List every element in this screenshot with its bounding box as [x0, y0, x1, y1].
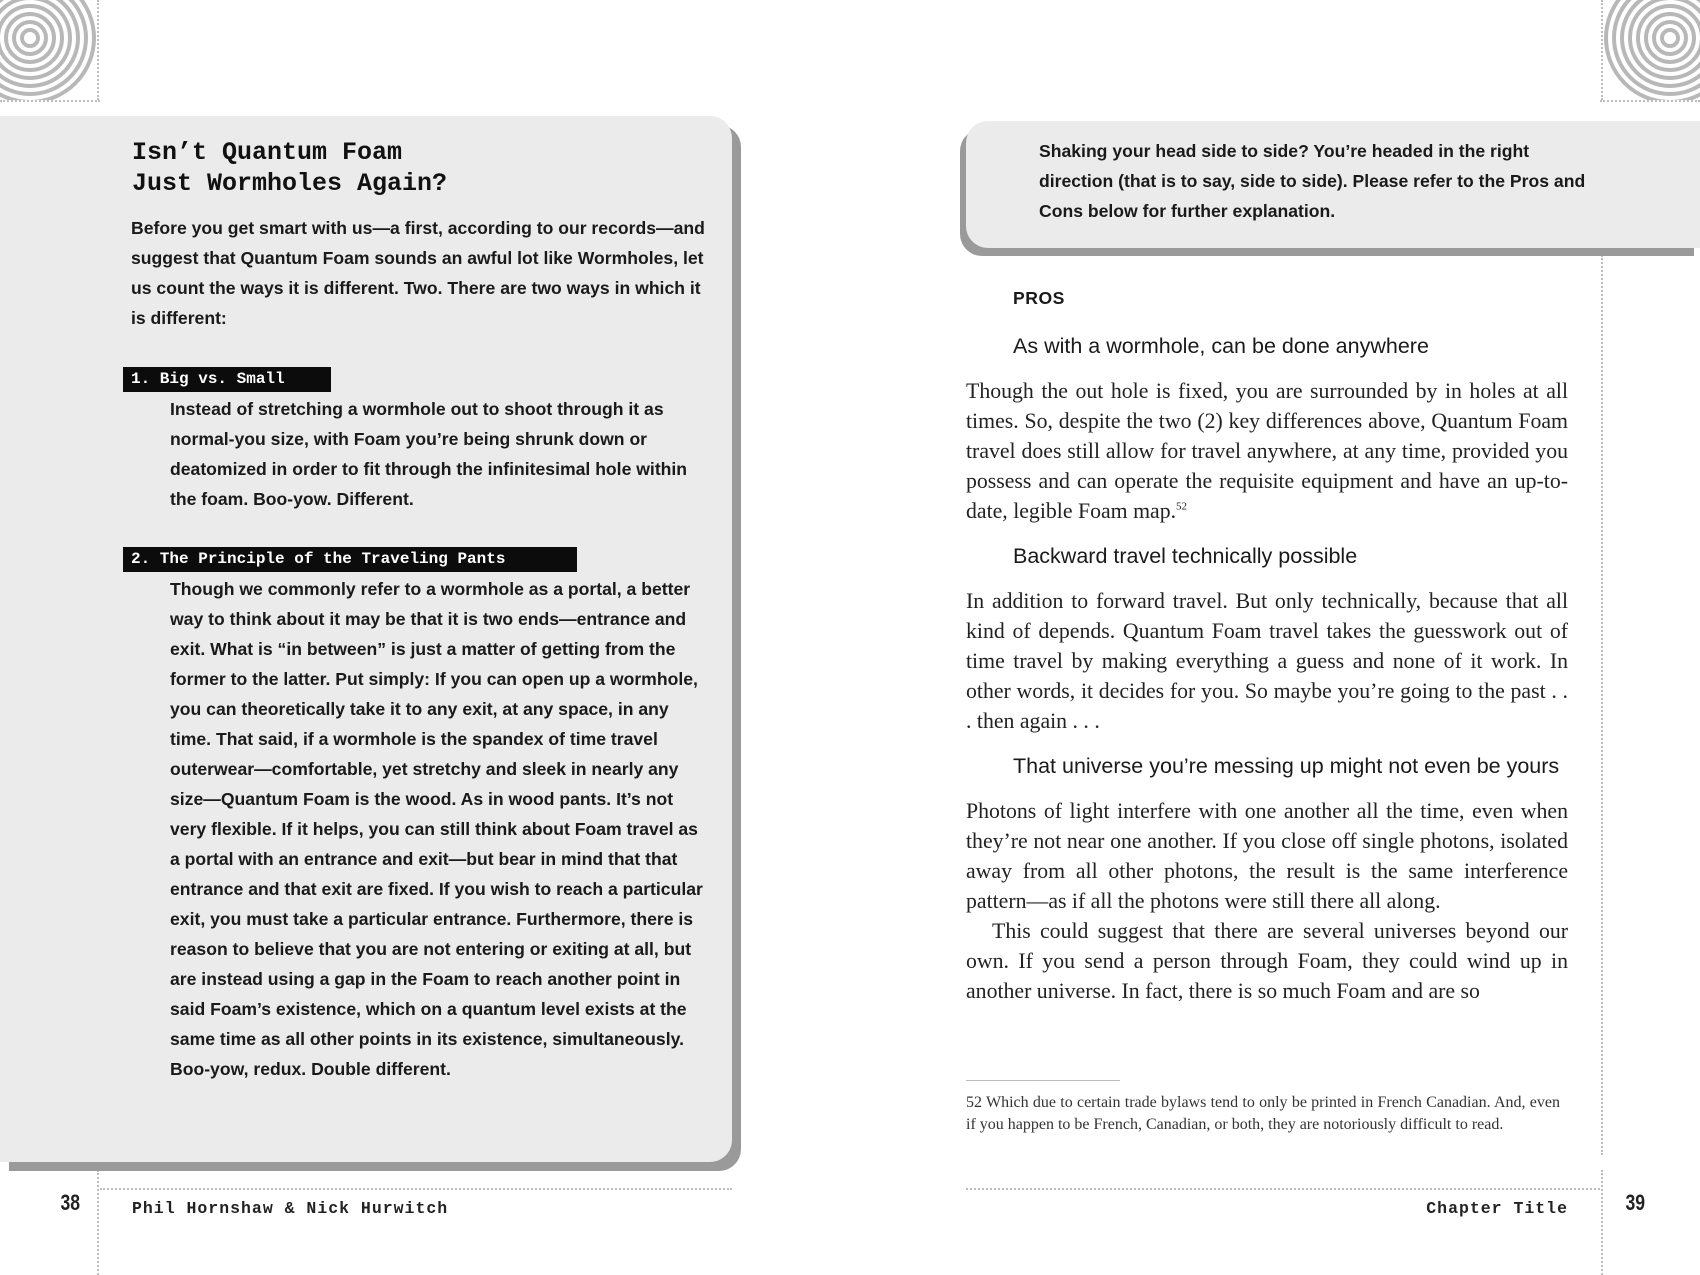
running-head-author: Phil Hornshaw & Nick Hurwitch: [132, 1199, 449, 1218]
pros-heading: PROS: [1013, 288, 1065, 308]
footnote-rule: [966, 1080, 1120, 1081]
footnote: 52 Which due to certain trade bylaws tend to only be printed in French Canadian. And, even if you happen to be French, Canadian, or both, they are notoriously difficult to read.: [966, 1094, 1560, 1133]
section-body-1: Instead of stretching a wormhole out to shoot through it as normal-you size, with Foam you’re being shrunk down or deatomized in order to fit through the infinitesimal hole within the foam. Boo-yow. Different.: [170, 399, 688, 509]
section-body-2: Though we commonly refer to a wormhole as a portal, a better way to think about it may be that it is two ends—entrance and exit. What is “in between” is just a matter of getting from the former to the latter. Put simply: If you can open up a wormhole, you can theoretically take it to any exit, at any space, in any time. That said, if a wormhole is the spandex of time travel outerwear—comfortable, yet stretchy and sleek in nearly any size—Quantum Foam is the wood. As in wood pants. It’s not very flexible. If it helps, you can still think about Foam travel as a portal with an entrance and exit—but bear in mind that that entrance and that exit are fixed. If you wish to reach a particular exit, you must take a particular entrance. Furthermore, there is reason to believe that you are not entering or exiting at all, but are instead using a gap in the Foam to reach another point in said Foam’s existence, which on a quantum level exists at the same time as all other points in its existence, simultaneously. Boo-yow, redux. Double different.: [170, 579, 703, 1079]
running-head-chapter: Chapter Title: [1426, 1199, 1568, 1218]
pro-title-3: That universe you’re messing up might not even be yours: [1013, 754, 1560, 778]
top-right-guide: [1600, 100, 1700, 102]
pro-body-1: [966, 376, 1568, 526]
footer-left-guide: [100, 1188, 732, 1190]
callout-text: Shaking your head side to side? You’re headed in the right direction (that is to say, side to side). Please refer to the Pros and Cons below for further explanation.: [1039, 141, 1586, 221]
footnote-ref: 52: [1176, 500, 1188, 513]
pro-body-2: In addition to forward travel. But only technically, because that all kind of depends. Quantum Foam travel takes the guesswork out of time travel by making everything a guess and none of it work. In other words, it decides for you. So maybe you’re going to the past . . . then again . . .: [966, 589, 1568, 733]
bottom-right-guide: [1601, 1170, 1603, 1275]
sidebar-title-line2: Just Wormholes Again?: [132, 169, 448, 198]
pro-body-1-text: Though the out hole is fixed, you are surrounded by in holes at all times. So, despite the two (2) key differences above, Quantum Foam travel does still allow for travel anywhere, at any time, provided you possess and can operate the requisite equipment and have an up-to-date, legible Foam map.: [966, 379, 1568, 523]
page-number-left: 38: [60, 1190, 81, 1215]
pro-title-1: As with a wormhole, can be done anywhere: [1013, 334, 1429, 358]
pro-title-2: Backward travel technically possible: [1013, 544, 1358, 568]
sidebar-title: [132, 137, 692, 199]
section-label-1: 1. Big vs. Small: [123, 367, 331, 392]
spiral-icon: [1600, 0, 1700, 100]
page-number-right: 39: [1625, 1190, 1646, 1215]
pro-body-3-text: Photons of light interfere with one another all the time, even when they’re not near one another. If you close off single photons, isolated away from all other photons, the result is the same interference pattern—as if all the photons were still there all along.: [966, 799, 1568, 913]
bottom-left-guide: [97, 1170, 99, 1275]
top-right-guide-v: [1601, 0, 1603, 100]
right-margin-guide: [1601, 255, 1603, 1155]
top-left-guide-v: [97, 0, 99, 100]
top-left-guide: [0, 100, 100, 102]
sidebar-title-line1: Isn’t Quantum Foam: [132, 138, 403, 167]
footer-right-guide: [966, 1188, 1600, 1190]
section-label-2: 2. The Principle of the Traveling Pants: [123, 547, 577, 572]
pro-body-3: [966, 796, 1568, 1006]
spiral-icon: [0, 0, 100, 100]
pro-body-3-cont: This could suggest that there are several universes beyond our own. If you send a person through Foam, they could wind up in another universe. In fact, there is so much Foam and are so: [966, 919, 1568, 1003]
sidebar-intro: Before you get smart with us—a first, according to our records—and suggest that Quantum Foam sounds an awful lot like Wormholes, let us count the ways it is different. Two. There are two ways in which it is different:: [131, 218, 705, 328]
